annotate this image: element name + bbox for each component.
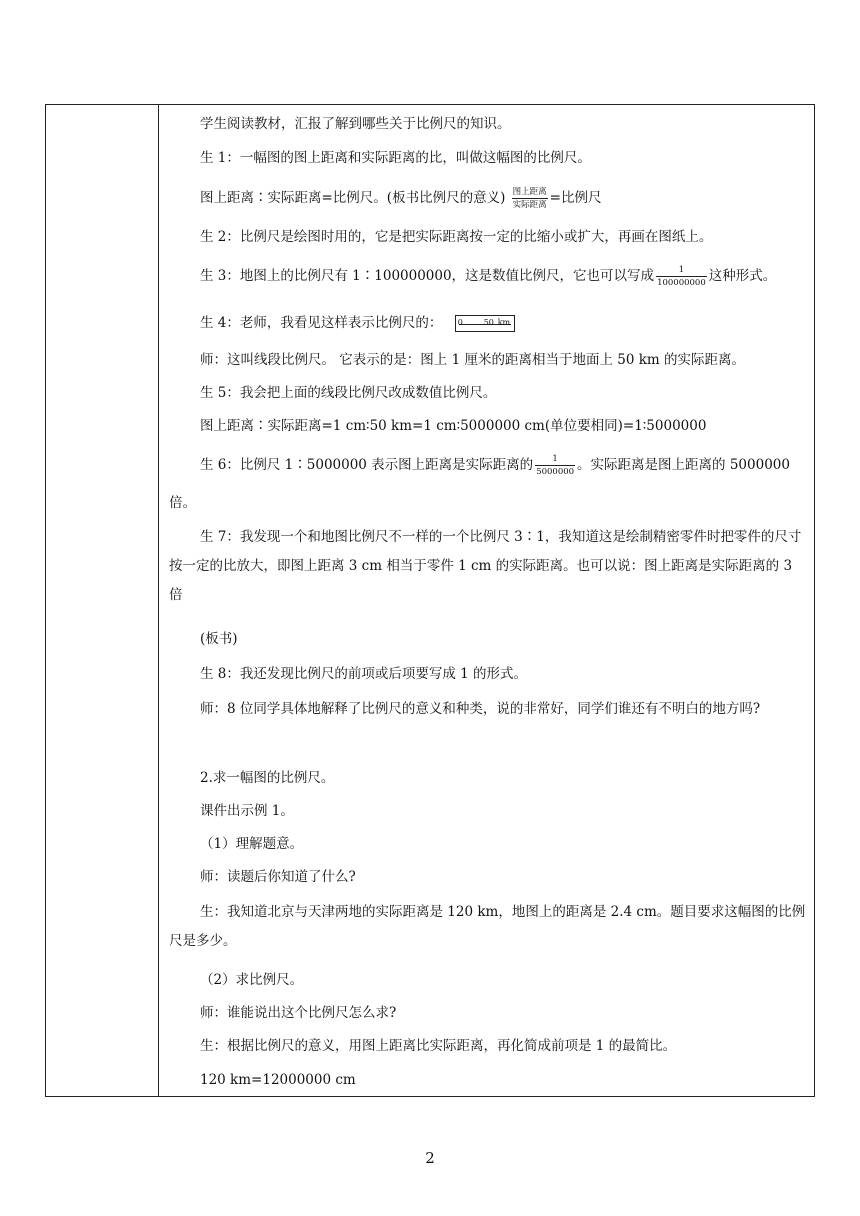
section-heading: 2.求一幅图的比例尺。 <box>200 770 335 786</box>
paragraph: 师：这叫线段比例尺。 它表示的是：图上 1 厘米的距离相当于地面上 50 km 的实际距离。 <box>200 352 745 368</box>
paragraph: 学生阅读教材，汇报了解到哪些关于比例尺的知识。 <box>200 116 511 132</box>
fraction-denominator: 5000000 <box>536 467 575 477</box>
paragraph <box>169 451 808 480</box>
content-cell <box>159 105 814 1096</box>
paragraph: 课件出示例 1。 <box>200 803 294 819</box>
fraction-numerator: 图上距离 <box>512 188 548 200</box>
left-column-cell <box>46 105 159 1096</box>
paragraph: 生：根据比例尺的意义，用图上距离比实际距离，再化简成前项是 1 的最简比。 <box>200 1038 677 1054</box>
paragraph: 120 km=12000000 cm <box>200 1072 356 1088</box>
fraction-denominator: 100000000 <box>657 278 706 288</box>
fraction-numerator: 1 <box>535 455 575 467</box>
lesson-table <box>45 104 815 1097</box>
paragraph: 生 1：一幅图的图上距离和实际距离的比，叫做这幅图的比例尺。 <box>200 150 591 166</box>
paragraph <box>169 184 808 213</box>
page-number: 2 <box>425 1149 435 1167</box>
fraction <box>512 188 548 210</box>
paragraph: 师：8 位同学具体地解释了比例尺的意义和种类，说的非常好，同学们谁还有不明白的地方吗? <box>200 701 761 717</box>
paragraph-continuation: 倍。 <box>169 495 196 511</box>
paragraph: 师：谁能说出这个比例尺怎么求? <box>200 1005 397 1021</box>
fraction-numerator: 1 <box>656 266 707 278</box>
paragraph <box>169 309 808 338</box>
paragraph: 生 8：我还发现比例尺的前项或后项要写成 1 的形式。 <box>200 666 528 682</box>
paragraph: 生 7：我发现一个和地图比例尺不一样的一个比例尺 3∶1，我知道这是绘制精密零件时把零件的尺寸按一定的比放大，即图上距离 3 cm 相当于零件 1 cm 的实际距离。也可以说：图上距离是实际距离的 3 倍 <box>169 529 802 603</box>
scale-label-zero: 0 <box>457 318 463 327</box>
line-scale-bar <box>455 315 515 332</box>
fraction-denominator: 实际距离 <box>512 200 547 210</box>
paragraph: 生 2：比例尺是绘图时用的，它是把实际距离按一定的比缩小或扩大，再画在图纸上。 <box>200 229 713 245</box>
text: 生 6：比例尺 1∶5000000 表示图上距离是实际距离的 <box>200 457 534 473</box>
paragraph: (板书) <box>200 631 238 647</box>
scale-label-fifty: 50 <box>483 318 494 327</box>
paragraph <box>169 262 808 291</box>
paragraph: 生：我知道北京与天津两地的实际距离是 120 km，地图上的距离是 2.4 cm。题目要求这幅图的比例尺是多少。 <box>169 904 806 949</box>
step-heading: （1）理解题意。 <box>200 836 304 852</box>
paragraph: 师：读题后你知道了什么? <box>200 869 356 885</box>
scale-label-unit: km <box>497 318 511 327</box>
step-heading: （2）求比例尺。 <box>200 972 304 988</box>
fraction <box>535 455 575 477</box>
fraction <box>656 266 707 288</box>
text: 生 3：地图上的比例尺有 1∶100000000，这是数值比例尺，它也可以写成 <box>200 268 655 284</box>
text: 图上距离∶实际距离=比例尺。(板书比例尺的意义) <box>200 190 506 206</box>
text: 这种形式。 <box>708 268 777 284</box>
paragraph: 图上距离∶实际距离=1 cm∶50 km=1 cm∶5000000 cm(单位要相同)=1∶5000000 <box>200 418 707 434</box>
paragraph: 生 5：我会把上面的线段比例尺改成数值比例尺。 <box>200 385 497 401</box>
text: 生 4：老师，我看见这样表示比例尺的： <box>200 315 443 331</box>
text: 。实际距离是图上距离的 5000000 <box>577 457 790 473</box>
text: =比例尺 <box>549 190 602 206</box>
